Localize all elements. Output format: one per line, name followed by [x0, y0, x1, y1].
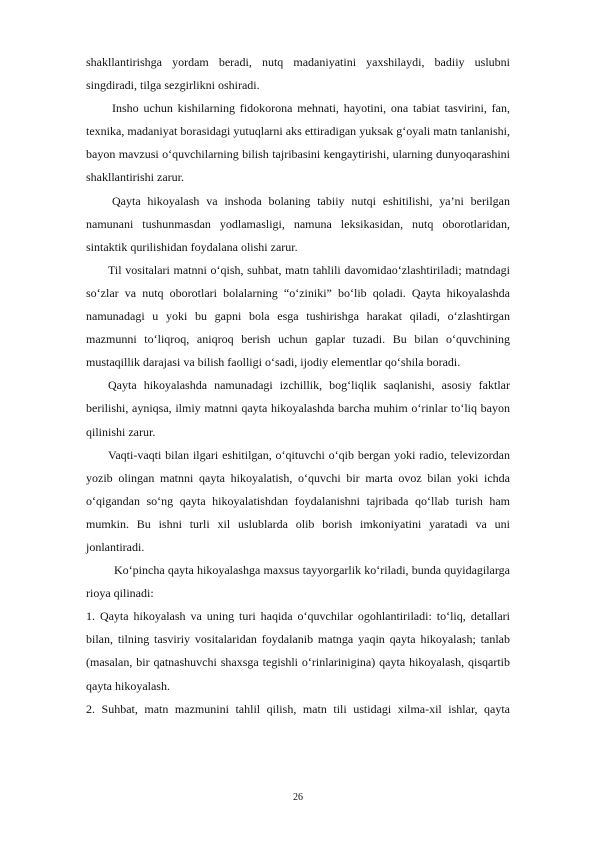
paragraph-4: Til vositalari matnni o‘qish, suhbat, matn tahlili davomidao‘zlashtiriladi; matndagi so‘zlar va nutq oborotlari bolalarning “o‘ziniki” bo‘lib qoladi. Qayta hikoyalashda namunadagi u yoki bu gapni bola esga tushirishga harakat qiladi, o‘zlashtirgan mazmunni to‘liqroq, aniqroq berish uchun gaplar tuzadi. Bu bilan o‘quvchining mustaqillik darajasi va bilish faolligi o‘sadi, ijodiy elementlar qo‘shila boradi.: [86, 262, 510, 370]
page-number: 26: [293, 792, 303, 803]
paragraph-2: Insho uchun kishilarning fidokorona mehnati, hayotini, ona tabiat tasvirini, fan, texnika, madaniyat borasidagi yutuqlarni aks ettiradigan yuksak g‘oyali matn tanlanishi, bayon mavzusi o‘quvchilarning bilish tajribasini kengaytirishi, ularning dunyoqarashini shakllantirishi zarur.: [86, 101, 510, 185]
paragraph-3: Qayta hikoyalash va inshoda bolaning tabiiy nutqi eshitilishi, ya’ni berilgan namunani tushunmasdan yodlamasligi, namuna leksikasidan, nutq oborotlaridan, sintaktik qurilishidan foydalana olishi zarur.: [86, 193, 510, 254]
paragraph-7: Ko‘pincha qayta hikoyalashga maxsus tayyorgarlik ko‘riladi, bunda quyidagilarga rioya qilinadi:: [86, 563, 510, 601]
list-item-2: 2. Suhbat, matn mazmunini tahlil qilish, matn tili ustidagi xilma-xil ishlar, qayta: [86, 701, 510, 716]
paragraph-5: Qayta hikoyalashda namunadagi izchillik, bog‘liqlik saqlanishi, asosiy faktlar berilishi, ayniqsa, ilmiy matnni qayta hikoyalashda barcha muhim o‘rinlar to‘liq bayon qilinishi zarur.: [86, 378, 510, 439]
paragraph-6: Vaqti-vaqti bilan ilgari eshitilgan, o‘qituvchi o‘qib bergan yoki radio, televizordan yozib olingan matnni qayta hikoyalatish, o‘quvchi bir marta ovoz bilan yoki ichda o‘qigandan so‘ng qayta hikoyalatishdan foydalanishni tajribada qo‘llab turish ham mumkin. Bu ishni turli xil uslublarda olib borish imkoniyatini yaratadi va uni jonlantiradi.: [86, 447, 510, 554]
list-item-1: 1. Qayta hikoyalash va uning turi haqida o‘quvchilar ogohlantiriladi: to‘liq, detallari bilan, tilning tasviriy vositalaridan foydalanib matnga yaqin qayta hikoyalash; tanlab (masalan, bir qatnashuvchi shaxsga tegishli o‘rinlarinigina) qayta hikoyalash, qisqartib qayta hikoyalash.: [86, 609, 510, 693]
paragraph-1: shakllantirishga yordam beradi, nutq madaniyatini yaxshilaydi, badiiy uslubni singdiradi, tilga sezgirlikni oshiradi.: [86, 55, 510, 93]
document-body: [86, 51, 510, 721]
